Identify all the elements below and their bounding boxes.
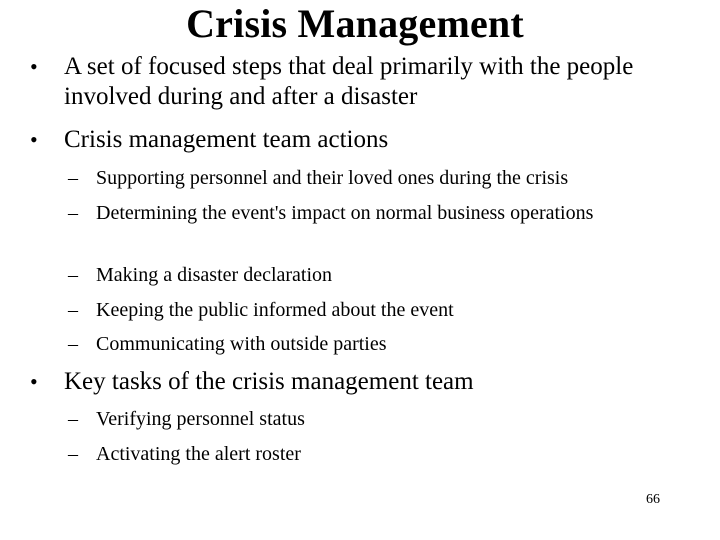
bullet-item (30, 52, 704, 112)
sub-bullet-text: Verifying personnel status (96, 408, 305, 430)
bullet-marker: • (30, 369, 38, 394)
sub-bullet-item (68, 201, 696, 225)
bullet-text: Key tasks of the crisis management team (64, 368, 474, 395)
sub-bullet-item (68, 407, 696, 431)
dash-marker: – (68, 408, 78, 430)
sub-bullet-text: Communicating with outside parties (96, 333, 387, 355)
bullet-text: Crisis management team actions (64, 126, 389, 153)
dash-marker: – (68, 202, 78, 224)
sub-bullet-item (68, 166, 696, 190)
bullet-item (30, 367, 704, 397)
page-number: 66 (646, 492, 660, 507)
bullet-marker: • (30, 54, 38, 79)
dash-marker: – (68, 299, 78, 321)
dash-marker: – (68, 333, 78, 355)
dash-marker: – (68, 167, 78, 189)
sub-bullet-text: Determining the event's impact on normal business operations (96, 202, 594, 224)
bullet-item (30, 125, 704, 155)
bullet-marker: • (30, 127, 38, 152)
sub-bullet-item (68, 298, 696, 322)
sub-bullet-item (68, 332, 696, 356)
sub-bullet-text: Making a disaster declaration (96, 264, 333, 286)
bullet-text: A set of focused steps that deal primarily with the people involved during and after a disaster (64, 53, 634, 110)
dash-marker: – (68, 443, 78, 465)
sub-bullet-item (68, 263, 696, 287)
dash-marker: – (68, 264, 78, 286)
sub-bullet-text: Supporting personnel and their loved ones during the crisis (96, 167, 569, 189)
sub-bullet-text: Keeping the public informed about the event (96, 299, 454, 321)
sub-bullet-text: Activating the alert roster (96, 443, 301, 465)
sub-bullet-item (68, 442, 696, 466)
slide-title: Crisis Management (186, 1, 524, 46)
